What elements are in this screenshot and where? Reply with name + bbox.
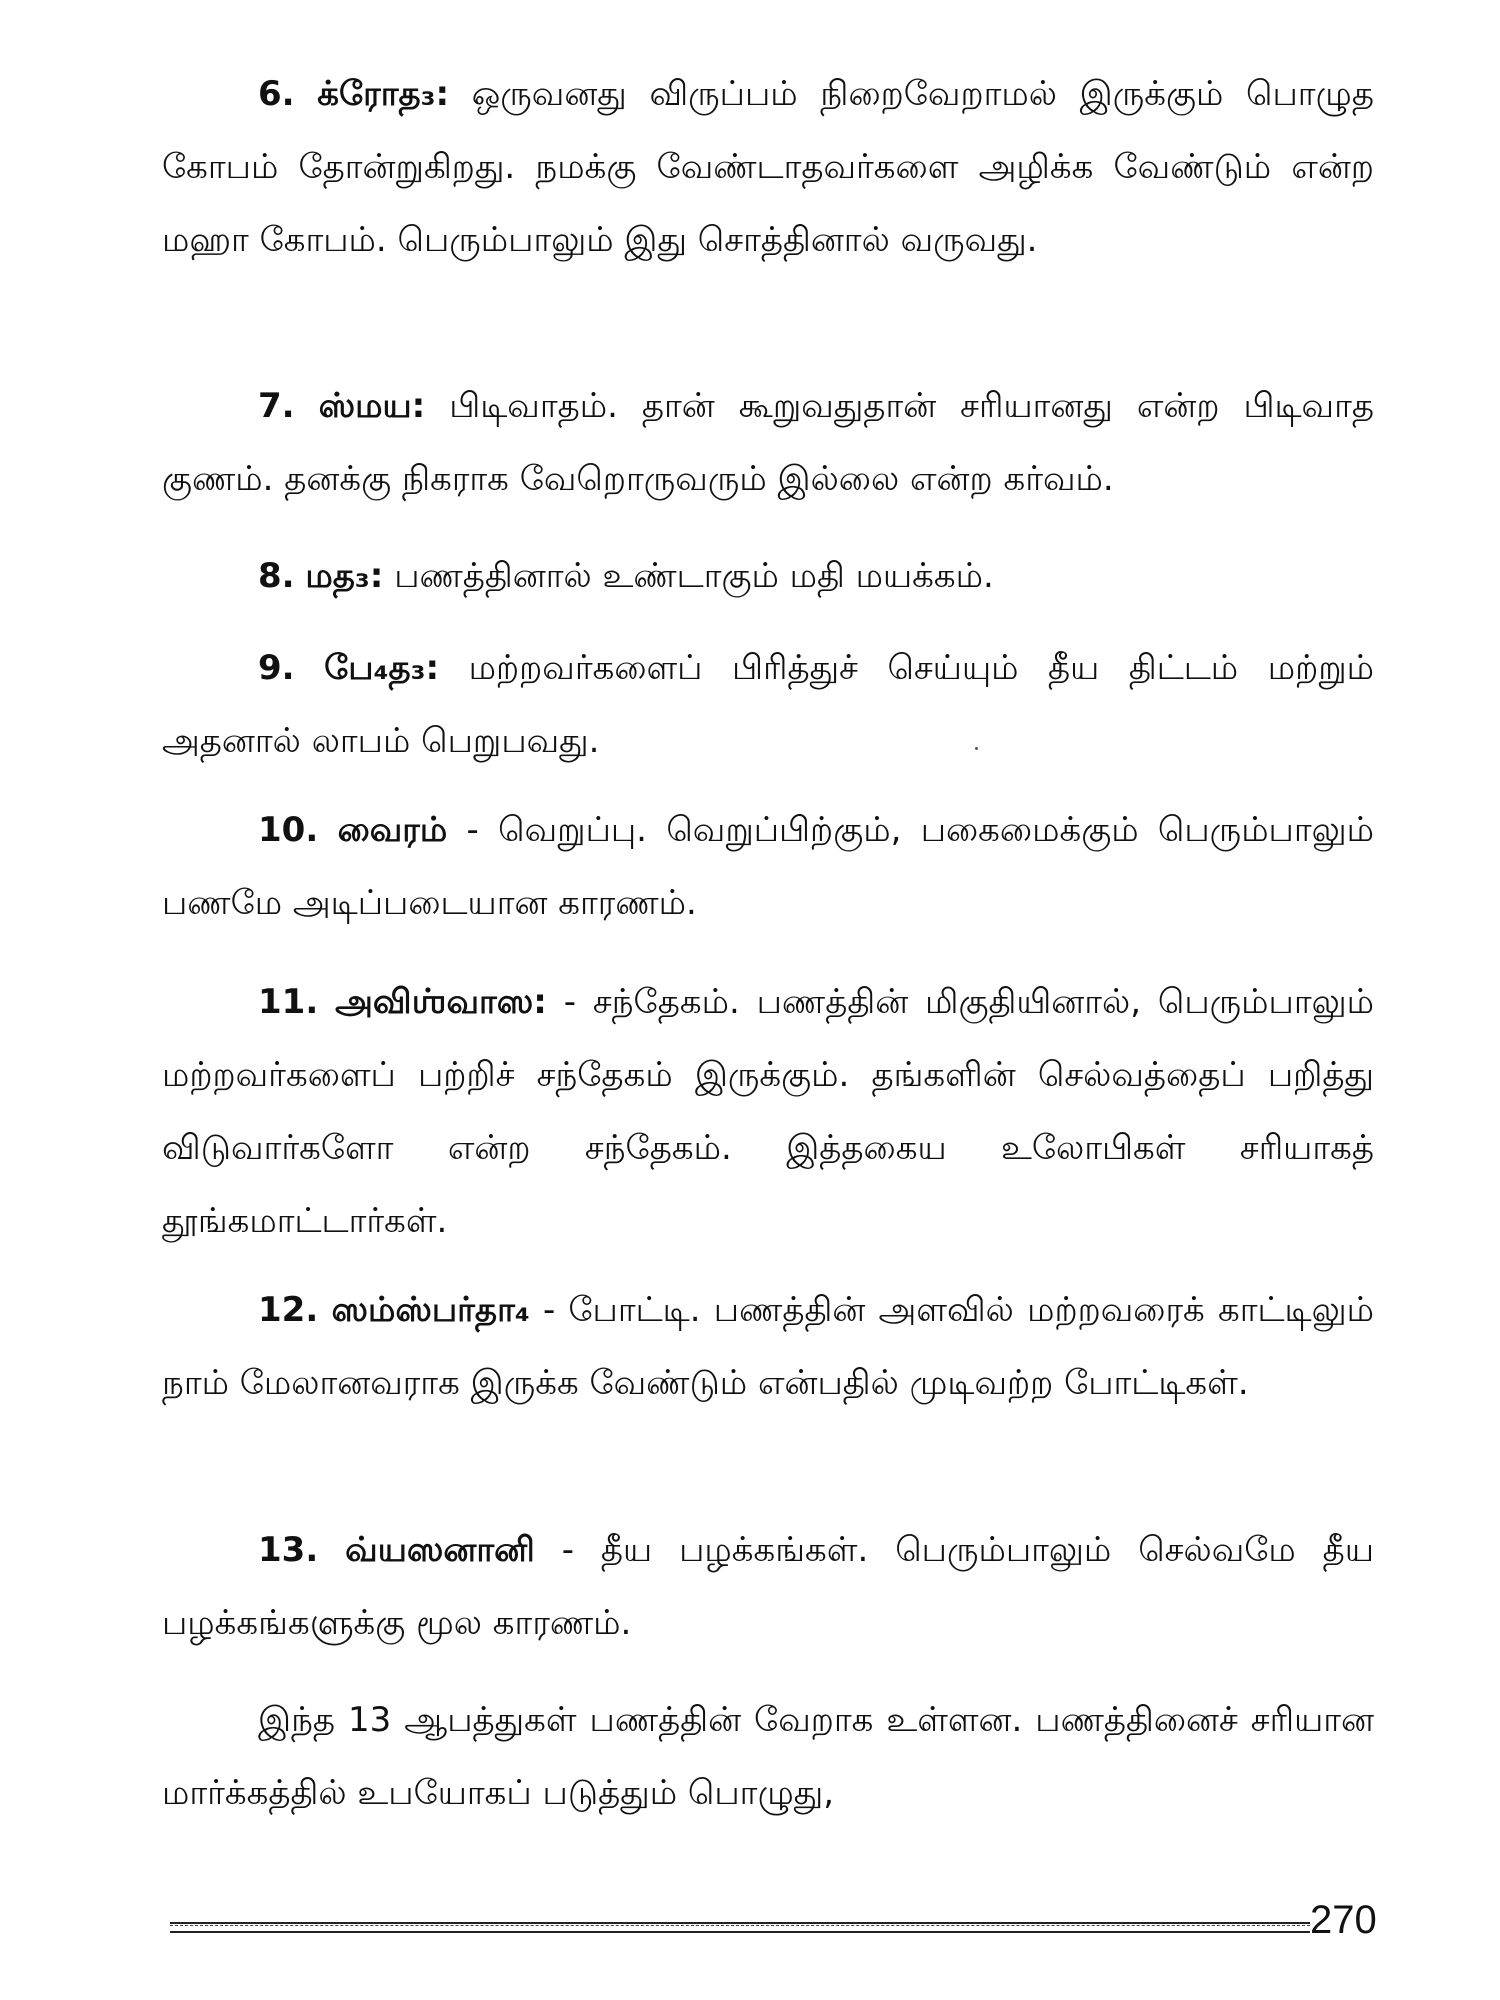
item-number: 8. [258,556,295,596]
term: வைரம் [337,810,448,850]
term: பே₄த₃: [324,648,440,688]
item-number: 12. [258,1290,319,1330]
term: க்ரோத₃: [317,74,450,114]
paragraph-text: ஒருவனது விருப்பம் நிறைவேறாமல் இருக்கும் பொழுத கோபம் தோன்றுகிறது. நமக்கு வேண்டாதவர்களை அழிக்க வேண்டும் என்ற மஹா கோபம். பெரும்பாலும் இது சொத்தினால் வருவது. [162,74,1374,260]
paragraph-text: - வெறுப்பு. வெறுப்பிற்கும், பகைமைக்கும் பெரும்பாலும் பணமே அடிப்படையான காரணம். [162,810,1375,923]
term: ஸ்மய: [318,386,426,426]
paragraph-8 [162,540,1374,613]
term: ஸம்ஸ்பர்தா₄ [331,1290,530,1330]
paragraph-text: - சந்தேகம். பணத்தின் மிகுதியினால், பெரும்பாலும் மற்றவர்களைப் பற்றிச் சந்தேகம் இருக்கும். தங்களின் செல்வத்தைப் பறித்து விடுவார்களோ என்ற சந்தேகம். இத்தகைய உலோபிகள் சரியாகத் தூங்கமாட்டார்கள். [162,982,1374,1241]
paragraph-text: மற்றவர்களைப் பிரித்துச் செய்யும் தீய திட்டம் மற்றும் அதனால் லாபம் பெறுபவது. [162,648,1374,761]
item-number: 11. [258,982,319,1022]
paragraph-closing [162,1684,1374,1830]
scan-speck [975,747,978,750]
paragraph-11 [162,966,1374,1258]
page-number: 270 [1310,1898,1377,1942]
item-number: 13. [258,1530,319,1570]
paragraph-text: இந்த 13 ஆபத்துகள் பணத்தின் வேறாக உள்ளன. பணத்தினைச் சரியான மார்க்கத்தில் உபயோகப் படுத்தும் பொழுது, [162,1700,1374,1813]
paragraph-text: பிடிவாதம். தான் கூறுவதுதான் சரியானது என்ற பிடிவாத குணம். தனக்கு நிகராக வேறொருவரும் இல்லை என்ற கர்வம். [162,386,1374,499]
paragraph-text: - போட்டி. பணத்தின் அளவில் மற்றவரைக் காட்டிலும் நாம் மேலானவராக இருக்க வேண்டும் என்பதில் முடிவற்ற போட்டிகள். [162,1290,1374,1403]
term: வ்யஸனானி [345,1530,535,1570]
paragraph-text: - தீய பழக்கங்கள். பெரும்பாலும் செல்வமே தீய பழக்கங்களுக்கு மூல காரணம். [162,1530,1374,1643]
term: அவிஶ்வாஸ: [335,982,547,1022]
item-number: 10. [258,810,319,850]
item-number: 9. [258,648,295,688]
paragraph-10 [162,794,1374,940]
paragraph-12 [162,1274,1374,1420]
paragraph-text: பணத்தினால் உண்டாகும் மதி மயக்கம். [383,556,994,596]
paragraph-13 [162,1514,1374,1660]
term: மத₃: [305,556,384,596]
paragraph-6 [162,58,1374,277]
item-number: 6. [258,74,295,114]
footer-rule [170,1922,1310,1933]
paragraph-9 [162,632,1374,778]
item-number: 7. [258,386,295,426]
paragraph-7 [162,370,1374,516]
